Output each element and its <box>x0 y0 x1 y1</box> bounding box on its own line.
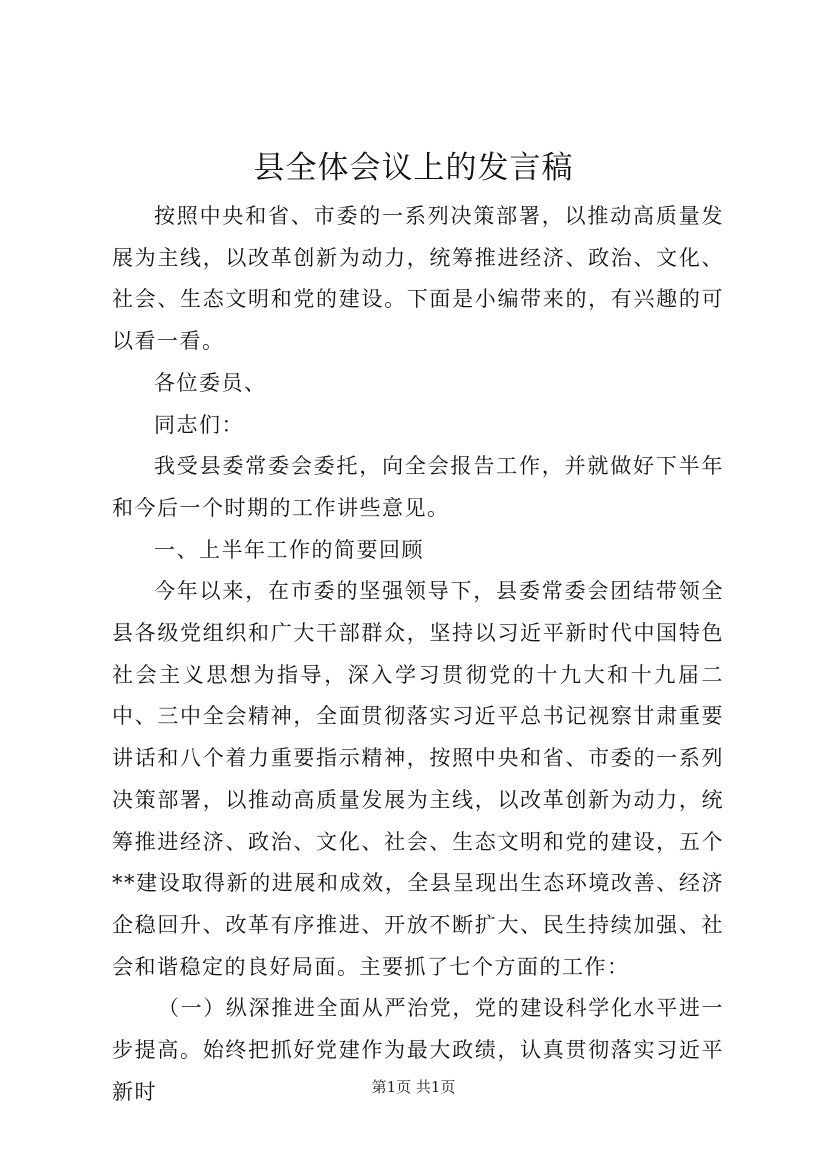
page-footer: 第1页 共1页 <box>371 1078 456 1096</box>
section-heading: 一、上半年工作的简要回顾 <box>154 537 424 562</box>
subsection-paragraph: （一）纵深推进全面从严治党，党的建设科学化水平进一步提高。始终把抓好党建作为最大政绩，认真贯彻落实习近平新时 <box>112 996 724 1104</box>
report-paragraph: 我受县委常委会委托，向全会报告工作，并就做好下半年和今后一个时期的工作讲些意见。 <box>112 454 724 520</box>
intro-paragraph: 按照中央和省、市委的一系列决策部署，以推动高质量发展为主线，以改革创新为动力，统筹推进经济、政治、文化、社会、生态文明和党的建设。下面是小编带来的，有兴趣的可以看一看。 <box>112 204 724 354</box>
document-title: 县全体会议上的发言稿 <box>253 150 574 186</box>
salutation-members: 各位委员、 <box>154 370 267 395</box>
salutation-comrades: 同志们： <box>154 412 244 437</box>
document-body <box>112 196 724 1113</box>
review-paragraph: 今年以来，在市委的坚强领导下，县委常委会团结带领全县各级党组织和广大干部群众，坚持以习近平新时代中国特色社会主义思想为指导，深入学习贯彻党的十九大和十九届二中、三中全会精神，全面贯彻落实习近平总书记视察甘肃重要讲话和八个着力重要指示精神，按照中央和省、市委的一系列决策部署，以推动高质量发展为主线，以改革创新为动力，统筹推进经济、政治、文化、社会、生态文明和党的建设，五个**建设取得新的进展和成效，全县呈现出生态环境改善、经济企稳回升、改革有序推进、开放不断扩大、民生持续加强、社会和谐稳定的良好局面。主要抓了七个方面的工作： <box>112 579 724 979</box>
